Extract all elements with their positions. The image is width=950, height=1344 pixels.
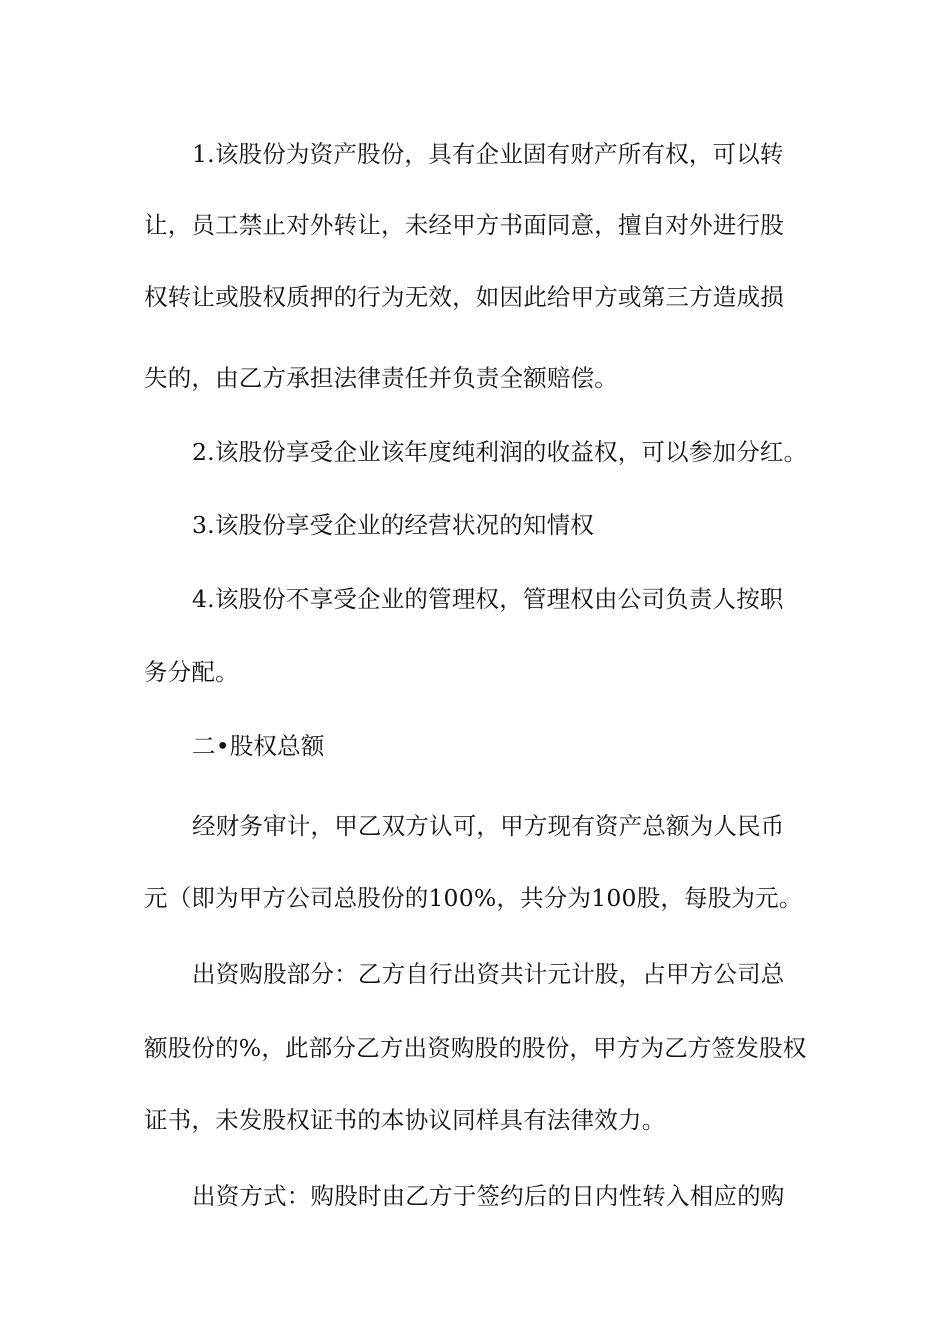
paragraph-3-line-1: 3.该股份享受企业的经营状况的知情权 — [192, 511, 595, 539]
paragraph-4-line-2: 务分配。 — [144, 658, 239, 686]
paragraph-7-line-1: 出资方式：购股时由乙方于签约后的日内性转入相应的购 — [192, 1182, 785, 1210]
paragraph-6-line-3: 证书，未发股权证书的本协议同样具有法律效力。 — [144, 1106, 666, 1134]
paragraph-4-line-1: 4.该股份不享受企业的管理权，管理权由公司负责人按职 — [192, 585, 784, 613]
paragraph-1-line-2: 让，员工禁止对外转让，未经甲方书面同意，擅自对外进行股 — [144, 211, 784, 239]
paragraph-1-line-1: 1.该股份为资产股份，具有企业固有财产所有权，可以转 — [192, 140, 784, 168]
paragraph-5-line-1: 经财务审计，甲乙双方认可，甲方现有资产总额为人民币 — [192, 812, 785, 840]
paragraph-6-line-1: 出资购股部分：乙方自行出资共计元计股，占甲方公司总 — [192, 960, 785, 988]
section-heading: 二•股权总额 — [192, 732, 325, 760]
paragraph-1-line-3: 权转让或股权质押的行为无效，如因此给甲方或第三方造成损 — [144, 283, 784, 311]
paragraph-2-line-1: 2.该股份享受企业该年度纯利润的收益权，可以参加分红。 — [192, 438, 808, 466]
paragraph-5-line-2: 元（即为甲方公司总股份的100%，共分为100股，每股为元。 — [144, 884, 803, 912]
paragraph-6-line-2: 额股份的%，此部分乙方出资购股的股份，甲方为乙方签发股权 — [144, 1034, 807, 1062]
paragraph-1-line-4: 失的，由乙方承担法律责任并负责全额赔偿。 — [144, 364, 618, 392]
